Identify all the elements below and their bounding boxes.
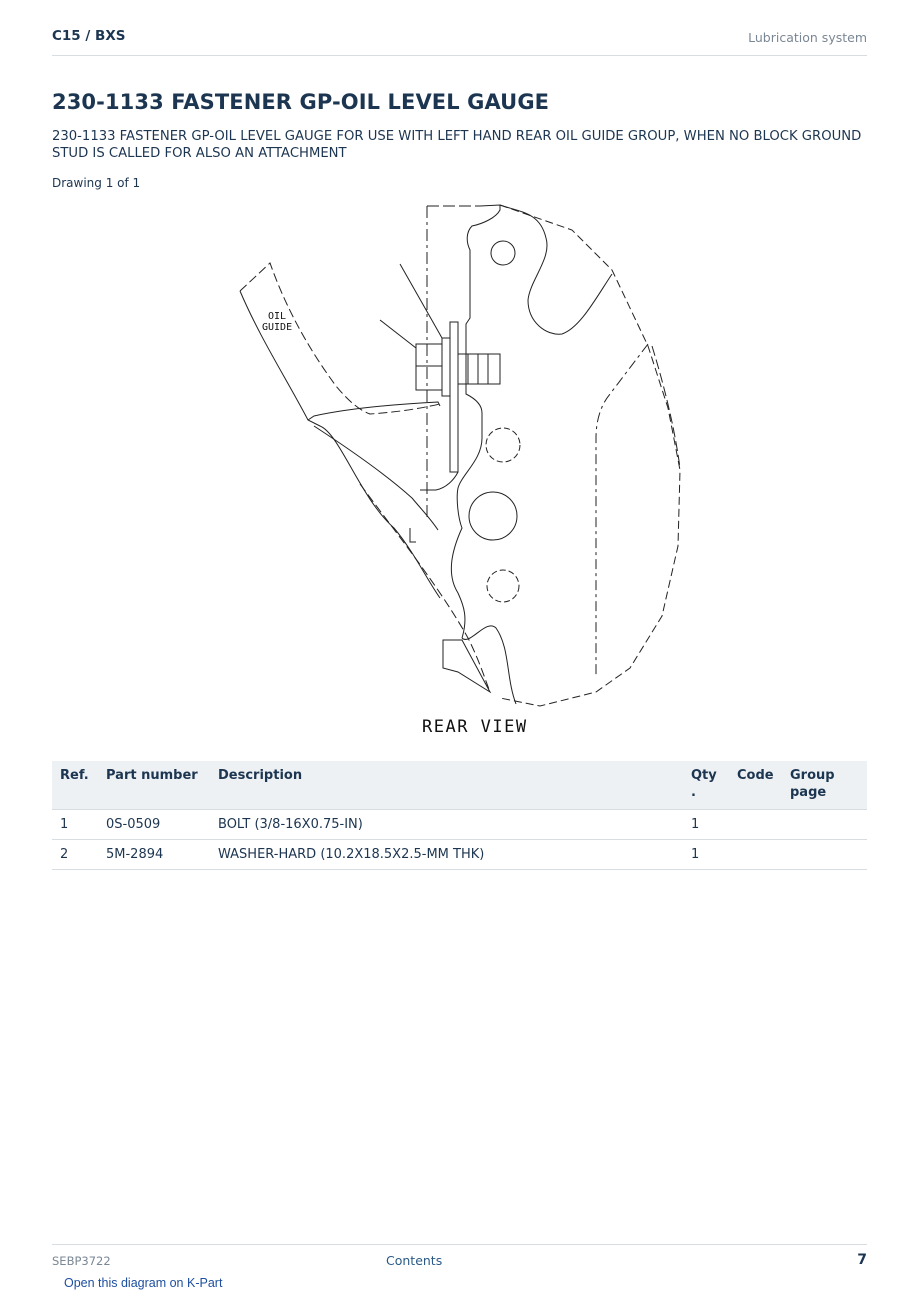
washer xyxy=(442,338,450,396)
oil-guide-wedge xyxy=(410,528,416,542)
kpart-link[interactable]: Open this diagram on K-Part xyxy=(64,1276,223,1290)
bracket-bend xyxy=(420,472,458,490)
cell-description: BOLT (3/8-16X0.75-IN) xyxy=(210,810,683,840)
oil-guide-dash-lower xyxy=(360,484,490,692)
inner-contour-right xyxy=(500,205,612,334)
hole-mid xyxy=(486,428,520,462)
col-qty-line1: Qty xyxy=(691,768,717,783)
col-group-page xyxy=(782,761,867,810)
inner-dash-right xyxy=(596,344,648,678)
cell-description: WASHER-HARD (10.2X18.5X2.5-MM THK) xyxy=(210,840,683,870)
inner-contour-lower xyxy=(462,626,516,704)
guide-label: GUIDE xyxy=(262,322,293,333)
cell-code xyxy=(729,840,782,870)
col-qty-line2: . xyxy=(691,785,696,800)
col-qty xyxy=(683,761,729,810)
col-description: Description xyxy=(210,761,683,810)
col-ref: Ref. xyxy=(52,761,98,810)
model-label: C15 / BXS xyxy=(52,28,126,44)
page-title: 230-1133 FASTENER GP-OIL LEVEL GAUGE xyxy=(52,90,550,114)
col-group-line2: page xyxy=(790,785,827,800)
cell-ref: 1 xyxy=(52,810,98,840)
leader-line-1 xyxy=(400,264,442,338)
hole-large xyxy=(469,492,517,540)
table-row xyxy=(52,840,867,870)
leader-line-2 xyxy=(380,320,416,348)
hole-bottom xyxy=(487,570,519,602)
bolt-shank xyxy=(458,354,500,384)
col-group-line1: Group xyxy=(790,768,835,783)
cell-group-page xyxy=(782,840,867,870)
section-label: Lubrication system xyxy=(748,30,867,45)
bottom-tab xyxy=(443,640,490,692)
housing-outline xyxy=(500,205,680,706)
cell-qty: 1 xyxy=(683,840,729,870)
bolt-head xyxy=(416,344,442,390)
table-header-row xyxy=(52,761,867,810)
parts-table xyxy=(52,761,867,870)
oil-label: OIL xyxy=(268,311,287,322)
cell-code xyxy=(729,810,782,840)
table-row xyxy=(52,810,867,840)
page-footer xyxy=(52,1244,867,1274)
page-number: 7 xyxy=(857,1252,867,1268)
page-subtitle: 230-1133 FASTENER GP-OIL LEVEL GAUGE FOR USE WITH LEFT HAND REAR OIL GUIDE GROUP, WHEN NO BLOCK GROUND STUD IS CALLED FOR ALSO AN ATTACHMENT xyxy=(52,129,862,161)
bracket-plate xyxy=(450,322,458,472)
col-code: Code xyxy=(729,761,782,810)
page-header xyxy=(52,28,867,56)
col-part-number: Part number xyxy=(98,761,210,810)
oil-guide-curve xyxy=(314,426,438,530)
hole-top xyxy=(491,241,515,265)
parts-diagram xyxy=(200,198,720,748)
oil-guide-inner xyxy=(240,291,440,598)
view-label: REAR VIEW xyxy=(422,717,528,737)
cell-group-page xyxy=(782,810,867,840)
cell-qty: 1 xyxy=(683,810,729,840)
oil-guide-outline xyxy=(240,263,440,414)
cell-part-number: 0S-0509 xyxy=(98,810,210,840)
cell-ref: 2 xyxy=(52,840,98,870)
cell-part-number: 5M-2894 xyxy=(98,840,210,870)
drawing-count-label: Drawing 1 of 1 xyxy=(52,176,141,190)
contents-link[interactable]: Contents xyxy=(386,1253,443,1268)
doc-id: SEBP3722 xyxy=(52,1254,111,1268)
oil-guide-lip xyxy=(308,402,440,420)
bolt-threads xyxy=(468,354,488,384)
inner-contour-upper xyxy=(451,205,500,638)
